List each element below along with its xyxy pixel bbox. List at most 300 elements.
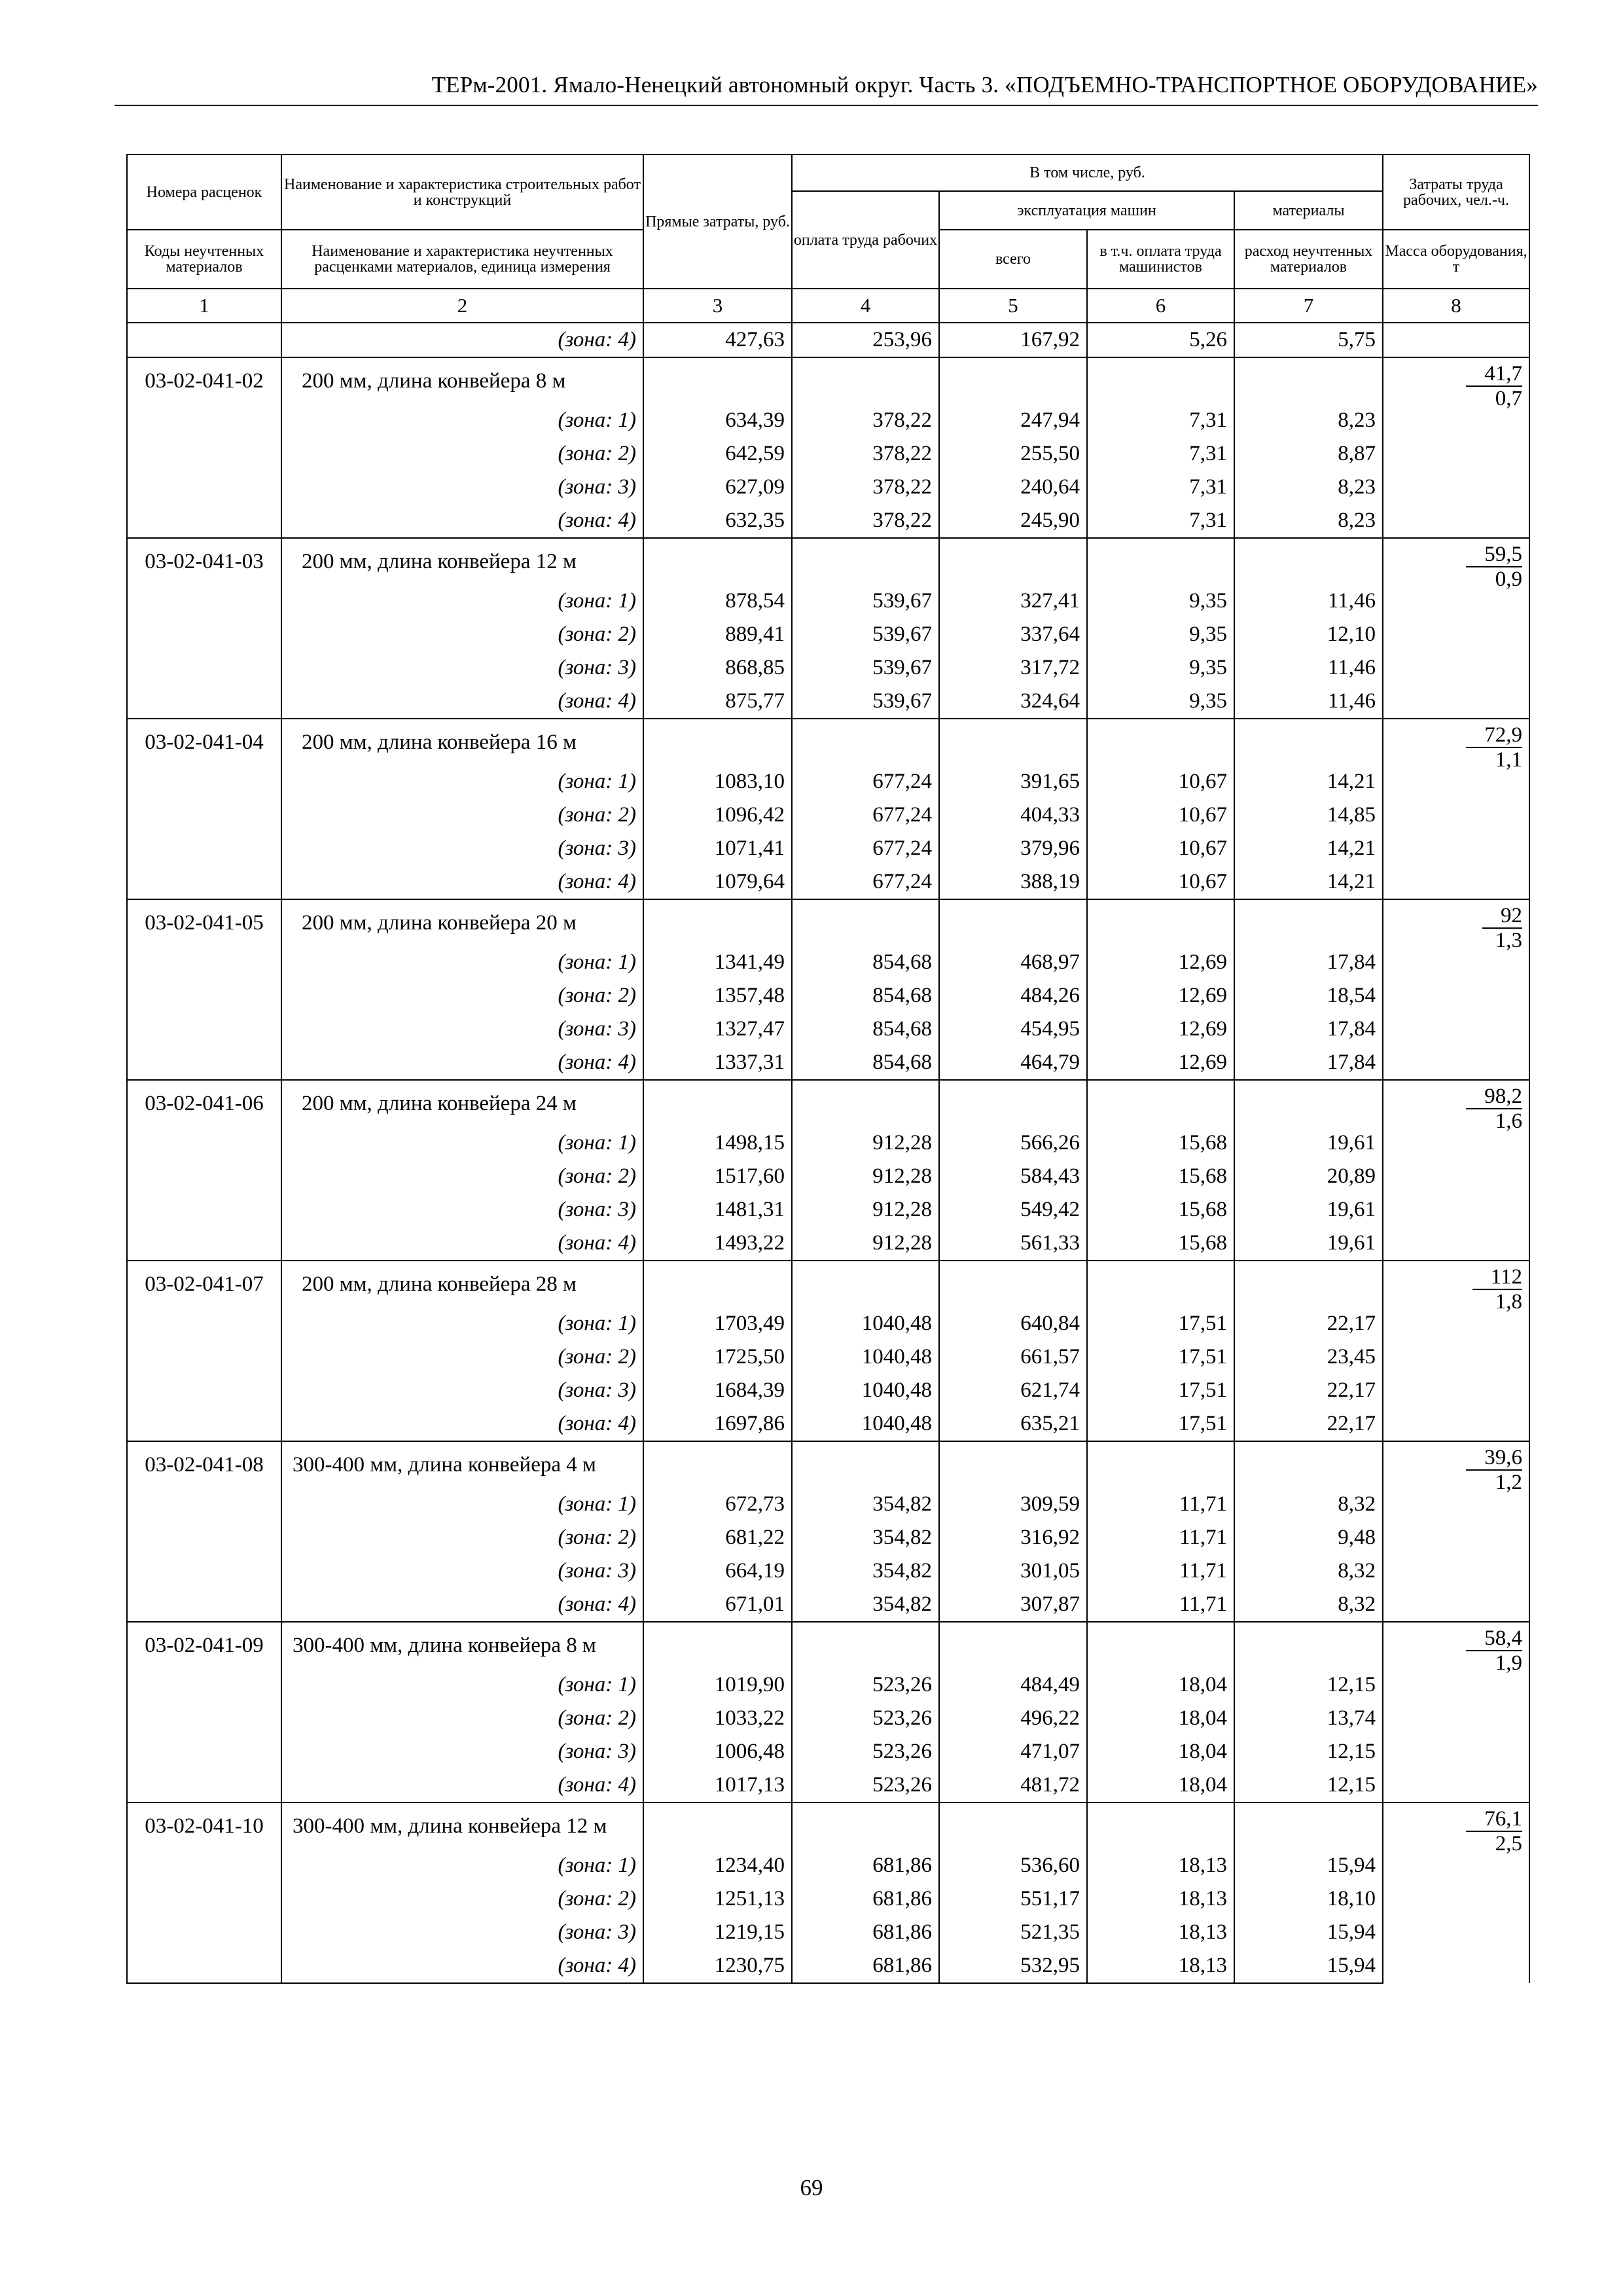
empty-cell — [127, 765, 281, 798]
labor-mass-cell — [1383, 719, 1529, 899]
work-description: 300-400 мм, длина конвейера 4 м — [281, 1441, 643, 1488]
equipment-mass-value: 1,6 — [1495, 1109, 1522, 1133]
materials-value: 5,75 — [1234, 323, 1383, 357]
materials-value: 8,87 — [1234, 437, 1383, 471]
equipment-mass-value: 0,9 — [1495, 567, 1522, 591]
zone-row — [127, 1374, 1529, 1407]
column-number: 5 — [939, 289, 1087, 323]
direct-costs-value: 632,35 — [643, 504, 792, 538]
empty-cell — [792, 1622, 939, 1668]
materials-value: 14,21 — [1234, 765, 1383, 798]
rate-code: 03-02-041-06 — [127, 1080, 281, 1126]
labor-mass-fraction — [1466, 723, 1522, 772]
labor-pay-value: 681,86 — [792, 1882, 939, 1916]
zone-label: (зона: 4) — [281, 685, 643, 719]
labor-pay-value: 1040,48 — [792, 1374, 939, 1407]
zone-row — [127, 1193, 1529, 1227]
empty-cell — [127, 1046, 281, 1080]
equipment-mass-value: 1,2 — [1495, 1471, 1522, 1494]
machines-total-value: 549,42 — [939, 1193, 1087, 1227]
zone-row — [127, 504, 1529, 538]
zone-label: (зона: 2) — [281, 437, 643, 471]
empty-cell — [127, 832, 281, 865]
empty-cell — [643, 1803, 792, 1849]
empty-cell — [939, 719, 1087, 765]
work-description: 200 мм, длина конвейера 28 м — [281, 1261, 643, 1307]
empty-cell — [127, 323, 281, 357]
zone-row — [127, 584, 1529, 618]
labor-pay-value: 1040,48 — [792, 1407, 939, 1441]
materials-value: 15,94 — [1234, 1916, 1383, 1949]
zone-label: (зона: 1) — [281, 765, 643, 798]
empty-cell — [127, 1949, 281, 1983]
empty-cell — [127, 1702, 281, 1735]
labor-hours-value: 76,1 — [1466, 1807, 1522, 1832]
header-machinists-pay: в т.ч. оплата труда машинистов — [1087, 230, 1234, 289]
materials-value: 19,61 — [1234, 1227, 1383, 1261]
machines-total-value: 635,21 — [939, 1407, 1087, 1441]
labor-mass-fraction — [1466, 543, 1522, 591]
labor-pay-value: 539,67 — [792, 685, 939, 719]
zone-label: (зона: 4) — [281, 323, 643, 357]
labor-pay-value: 854,68 — [792, 1013, 939, 1046]
materials-value: 15,94 — [1234, 1849, 1383, 1882]
labor-hours-value: 59,5 — [1466, 543, 1522, 567]
zone-row — [127, 1046, 1529, 1080]
materials-value: 8,23 — [1234, 504, 1383, 538]
zone-row — [127, 1488, 1529, 1521]
empty-cell — [939, 1622, 1087, 1668]
empty-cell — [643, 1441, 792, 1488]
labor-mass-cell — [1383, 1622, 1529, 1803]
empty-cell — [127, 1521, 281, 1554]
machines-total-value: 532,95 — [939, 1949, 1087, 1983]
machines-total-value: 481,72 — [939, 1768, 1087, 1803]
machinists-pay-value: 12,69 — [1087, 1013, 1234, 1046]
direct-costs-value: 1337,31 — [643, 1046, 792, 1080]
machinists-pay-value: 9,35 — [1087, 618, 1234, 651]
empty-cell — [939, 899, 1087, 946]
empty-cell — [127, 1882, 281, 1916]
machinists-pay-value: 18,13 — [1087, 1882, 1234, 1916]
empty-cell — [1087, 538, 1234, 584]
rate-group-row — [127, 538, 1529, 584]
rate-group-row — [127, 1441, 1529, 1488]
empty-cell — [127, 1374, 281, 1407]
direct-costs-value: 1033,22 — [643, 1702, 792, 1735]
labor-pay-value: 539,67 — [792, 651, 939, 685]
empty-cell — [1234, 1261, 1383, 1307]
machines-total-value: 566,26 — [939, 1126, 1087, 1160]
zone-label: (зона: 3) — [281, 1554, 643, 1588]
labor-pay-value: 539,67 — [792, 584, 939, 618]
machinists-pay-value: 7,31 — [1087, 504, 1234, 538]
materials-value: 14,85 — [1234, 798, 1383, 832]
direct-costs-value: 1697,86 — [643, 1407, 792, 1441]
machines-total-value: 551,17 — [939, 1882, 1087, 1916]
direct-costs-value: 1019,90 — [643, 1668, 792, 1702]
machines-total-value: 521,35 — [939, 1916, 1087, 1949]
machines-total-value: 484,49 — [939, 1668, 1087, 1702]
column-number: 4 — [792, 289, 939, 323]
zone-row — [127, 1668, 1529, 1702]
materials-value: 18,10 — [1234, 1882, 1383, 1916]
empty-cell — [1087, 899, 1234, 946]
empty-cell — [643, 1622, 792, 1668]
header-rule — [115, 105, 1538, 106]
direct-costs-value: 1481,31 — [643, 1193, 792, 1227]
materials-value: 13,74 — [1234, 1702, 1383, 1735]
labor-pay-value: 1040,48 — [792, 1307, 939, 1340]
work-description: 200 мм, длина конвейера 24 м — [281, 1080, 643, 1126]
empty-cell — [127, 651, 281, 685]
materials-value: 9,48 — [1234, 1521, 1383, 1554]
labor-pay-value: 677,24 — [792, 865, 939, 899]
materials-value: 8,32 — [1234, 1588, 1383, 1622]
machinists-pay-value: 9,35 — [1087, 685, 1234, 719]
labor-pay-value: 854,68 — [792, 979, 939, 1013]
zone-row — [127, 685, 1529, 719]
empty-cell — [127, 1193, 281, 1227]
empty-cell — [792, 1441, 939, 1488]
direct-costs-value: 1357,48 — [643, 979, 792, 1013]
carry-over-row — [127, 323, 1529, 357]
machinists-pay-value: 9,35 — [1087, 584, 1234, 618]
equipment-mass-value: 2,5 — [1495, 1832, 1522, 1856]
machines-total-value: 337,64 — [939, 618, 1087, 651]
rate-code: 03-02-041-04 — [127, 719, 281, 765]
empty-cell — [1234, 719, 1383, 765]
labor-pay-value: 354,82 — [792, 1488, 939, 1521]
machines-total-value: 471,07 — [939, 1735, 1087, 1768]
zone-row — [127, 1307, 1529, 1340]
machines-total-value: 640,84 — [939, 1307, 1087, 1340]
column-number: 1 — [127, 289, 281, 323]
machines-total-value: 468,97 — [939, 946, 1087, 979]
work-description: 300-400 мм, длина конвейера 8 м — [281, 1622, 643, 1668]
rate-group-row — [127, 1080, 1529, 1126]
empty-cell — [939, 1803, 1087, 1849]
machines-total-value: 327,41 — [939, 584, 1087, 618]
empty-cell — [127, 1668, 281, 1702]
zone-label: (зона: 4) — [281, 1768, 643, 1803]
labor-pay-value: 677,24 — [792, 832, 939, 865]
empty-cell — [127, 618, 281, 651]
zone-label: (зона: 1) — [281, 1849, 643, 1882]
work-description: 200 мм, длина конвейера 8 м — [281, 357, 643, 404]
zone-label: (зона: 1) — [281, 946, 643, 979]
materials-value: 19,61 — [1234, 1193, 1383, 1227]
running-header: ТЕРм-2001. Ямало-Ненецкий автономный округ. Часть 3. «ПОДЪЕМНО-ТРАНСПОРТНОЕ ОБОРУДОВАНИЕ» — [431, 72, 1538, 98]
header-labor-hours: Затраты труда рабочих, чел.-ч. — [1383, 154, 1529, 230]
empty-cell — [127, 504, 281, 538]
column-number: 3 — [643, 289, 792, 323]
machines-total-value: 316,92 — [939, 1521, 1087, 1554]
machinists-pay-value: 18,04 — [1087, 1668, 1234, 1702]
machines-total-value: 454,95 — [939, 1013, 1087, 1046]
labor-pay-value: 854,68 — [792, 946, 939, 979]
empty-cell — [127, 1554, 281, 1588]
materials-value: 11,46 — [1234, 651, 1383, 685]
equipment-mass-value: 0,7 — [1495, 387, 1522, 410]
zone-label: (зона: 3) — [281, 1193, 643, 1227]
empty-cell — [1234, 538, 1383, 584]
equipment-mass-value: 1,8 — [1495, 1290, 1522, 1314]
empty-cell — [127, 1735, 281, 1768]
labor-mass-cell — [1383, 1080, 1529, 1261]
rate-code: 03-02-041-10 — [127, 1803, 281, 1849]
machines-total-value: 245,90 — [939, 504, 1087, 538]
zone-row — [127, 1735, 1529, 1768]
direct-costs-value: 672,73 — [643, 1488, 792, 1521]
zone-label: (зона: 4) — [281, 865, 643, 899]
labor-hours-value: 41,7 — [1466, 362, 1522, 387]
direct-costs-value: 664,19 — [643, 1554, 792, 1588]
zone-row — [127, 1949, 1529, 1983]
direct-costs-value: 1071,41 — [643, 832, 792, 865]
column-number: 7 — [1234, 289, 1383, 323]
labor-mass-fraction — [1466, 1085, 1522, 1133]
empty-cell — [127, 946, 281, 979]
labor-mass-cell — [1383, 1441, 1529, 1622]
empty-cell — [792, 1261, 939, 1307]
direct-costs-value: 1230,75 — [643, 1949, 792, 1983]
rate-code: 03-02-041-05 — [127, 899, 281, 946]
equipment-mass-value: 1,3 — [1495, 929, 1522, 952]
empty-cell — [127, 1013, 281, 1046]
zone-row — [127, 1227, 1529, 1261]
empty-cell — [643, 1080, 792, 1126]
direct-costs-value: 1498,15 — [643, 1126, 792, 1160]
zone-label: (зона: 3) — [281, 1916, 643, 1949]
materials-value: 8,23 — [1234, 471, 1383, 504]
direct-costs-value: 1079,64 — [643, 865, 792, 899]
labor-pay-value: 539,67 — [792, 618, 939, 651]
machinists-pay-value: 9,35 — [1087, 651, 1234, 685]
zone-row — [127, 1916, 1529, 1949]
empty-cell — [643, 899, 792, 946]
machinists-pay-value: 18,13 — [1087, 1916, 1234, 1949]
empty-cell — [792, 899, 939, 946]
empty-cell — [1234, 1803, 1383, 1849]
machines-total-value: 496,22 — [939, 1702, 1087, 1735]
materials-value: 12,15 — [1234, 1768, 1383, 1803]
rate-group-row — [127, 899, 1529, 946]
zone-label: (зона: 1) — [281, 1307, 643, 1340]
page-number: 69 — [800, 2175, 823, 2200]
empty-cell — [127, 1588, 281, 1622]
empty-cell — [939, 538, 1087, 584]
zone-label: (зона: 2) — [281, 1702, 643, 1735]
empty-cell — [1234, 1080, 1383, 1126]
equipment-mass-value: 1,1 — [1495, 748, 1522, 772]
labor-pay-value: 378,22 — [792, 504, 939, 538]
empty-cell — [127, 584, 281, 618]
rate-code: 03-02-041-02 — [127, 357, 281, 404]
empty-cell — [127, 1126, 281, 1160]
zone-label: (зона: 4) — [281, 1949, 643, 1983]
labor-pay-value: 681,86 — [792, 1849, 939, 1882]
labor-mass-cell — [1383, 1261, 1529, 1441]
direct-costs-value: 875,77 — [643, 685, 792, 719]
direct-costs-value: 1725,50 — [643, 1340, 792, 1374]
zone-row — [127, 832, 1529, 865]
machines-total-value: 324,64 — [939, 685, 1087, 719]
direct-costs-value: 1684,39 — [643, 1374, 792, 1407]
zone-label: (зона: 1) — [281, 1668, 643, 1702]
zone-label: (зона: 2) — [281, 979, 643, 1013]
direct-costs-value: 627,09 — [643, 471, 792, 504]
labor-hours-value: 98,2 — [1466, 1085, 1522, 1109]
direct-costs-value: 1017,13 — [643, 1768, 792, 1803]
zone-label: (зона: 2) — [281, 1340, 643, 1374]
empty-cell — [1087, 1080, 1234, 1126]
empty-cell — [127, 685, 281, 719]
empty-cell — [643, 1261, 792, 1307]
labor-hours-value: 39,6 — [1466, 1446, 1522, 1471]
header-equipment-mass: Масса оборудования, т — [1383, 230, 1529, 289]
materials-value: 23,45 — [1234, 1340, 1383, 1374]
machines-total-value: 621,74 — [939, 1374, 1087, 1407]
machines-total-value: 309,59 — [939, 1488, 1087, 1521]
zone-label: (зона: 4) — [281, 1588, 643, 1622]
empty-cell — [127, 798, 281, 832]
zone-row — [127, 1849, 1529, 1882]
rate-code: 03-02-041-08 — [127, 1441, 281, 1488]
zone-row — [127, 1340, 1529, 1374]
zone-row — [127, 1554, 1529, 1588]
machinists-pay-value: 17,51 — [1087, 1340, 1234, 1374]
empty-cell — [1087, 1622, 1234, 1668]
header-material-names: Наименование и характеристика неучтенных расценками материалов, единица измерения — [281, 230, 643, 289]
labor-pay-value: 912,28 — [792, 1227, 939, 1261]
empty-cell — [127, 979, 281, 1013]
empty-cell — [1234, 1622, 1383, 1668]
zone-row — [127, 1013, 1529, 1046]
column-number: 6 — [1087, 289, 1234, 323]
materials-value: 14,21 — [1234, 832, 1383, 865]
labor-pay-value: 378,22 — [792, 404, 939, 437]
machinists-pay-value: 5,26 — [1087, 323, 1234, 357]
header-work-name: Наименование и характеристика строительных работ и конструкций — [281, 154, 643, 230]
machines-total-value: 391,65 — [939, 765, 1087, 798]
machines-total-value: 536,60 — [939, 1849, 1087, 1882]
zone-row — [127, 471, 1529, 504]
header-materials: материалы — [1234, 191, 1383, 230]
zone-row — [127, 651, 1529, 685]
machinists-pay-value: 10,67 — [1087, 798, 1234, 832]
labor-mass-fraction — [1466, 362, 1522, 410]
machinists-pay-value: 18,04 — [1087, 1702, 1234, 1735]
machinists-pay-value: 12,69 — [1087, 979, 1234, 1013]
machines-total-value: 561,33 — [939, 1227, 1087, 1261]
labor-mass-cell — [1383, 1803, 1529, 1983]
direct-costs-value: 1493,22 — [643, 1227, 792, 1261]
materials-value: 12,10 — [1234, 618, 1383, 651]
empty-cell — [792, 1080, 939, 1126]
empty-cell — [1087, 1261, 1234, 1307]
header-including: В том числе, руб. — [792, 154, 1383, 191]
machines-total-value: 247,94 — [939, 404, 1087, 437]
machinists-pay-value: 11,71 — [1087, 1588, 1234, 1622]
materials-value: 14,21 — [1234, 865, 1383, 899]
rate-code: 03-02-041-09 — [127, 1622, 281, 1668]
empty-cell — [939, 357, 1087, 404]
machinists-pay-value: 11,71 — [1087, 1554, 1234, 1588]
empty-cell — [127, 1849, 281, 1882]
materials-value: 19,61 — [1234, 1126, 1383, 1160]
materials-value: 15,94 — [1234, 1949, 1383, 1983]
zone-label: (зона: 2) — [281, 1521, 643, 1554]
machines-total-value: 388,19 — [939, 865, 1087, 899]
machinists-pay-value: 15,68 — [1087, 1193, 1234, 1227]
machines-total-value: 484,26 — [939, 979, 1087, 1013]
labor-pay-value: 523,26 — [792, 1735, 939, 1768]
zone-row — [127, 1407, 1529, 1441]
machinists-pay-value: 10,67 — [1087, 765, 1234, 798]
column-number-row — [127, 289, 1529, 323]
machinists-pay-value: 7,31 — [1087, 404, 1234, 437]
materials-value: 18,54 — [1234, 979, 1383, 1013]
materials-value: 17,84 — [1234, 1046, 1383, 1080]
labor-mass-cell — [1383, 538, 1529, 719]
zone-label: (зона: 3) — [281, 651, 643, 685]
header-machines-total: всего — [939, 230, 1087, 289]
zone-row — [127, 979, 1529, 1013]
machines-total-value: 584,43 — [939, 1160, 1087, 1193]
zone-row — [127, 946, 1529, 979]
direct-costs-value: 427,63 — [643, 323, 792, 357]
labor-mass-cell — [1383, 357, 1529, 538]
work-description: 200 мм, длина конвейера 20 м — [281, 899, 643, 946]
labor-hours-value: 112 — [1472, 1265, 1522, 1290]
materials-value: 20,89 — [1234, 1160, 1383, 1193]
empty-cell — [127, 1916, 281, 1949]
labor-pay-value: 523,26 — [792, 1668, 939, 1702]
machinists-pay-value: 15,68 — [1087, 1227, 1234, 1261]
machines-total-value: 317,72 — [939, 651, 1087, 685]
machines-total-value: 301,05 — [939, 1554, 1087, 1588]
materials-value: 17,84 — [1234, 1013, 1383, 1046]
machinists-pay-value: 17,51 — [1087, 1307, 1234, 1340]
labor-pay-value: 354,82 — [792, 1588, 939, 1622]
machinists-pay-value: 15,68 — [1087, 1160, 1234, 1193]
labor-pay-value: 378,22 — [792, 471, 939, 504]
zone-label: (зона: 4) — [281, 504, 643, 538]
direct-costs-value: 868,85 — [643, 651, 792, 685]
zone-row — [127, 1160, 1529, 1193]
header-material-consumption: расход неучтенных материалов — [1234, 230, 1383, 289]
direct-costs-value: 671,01 — [643, 1588, 792, 1622]
direct-costs-value: 1251,13 — [643, 1882, 792, 1916]
direct-costs-value: 878,54 — [643, 584, 792, 618]
machines-total-value: 379,96 — [939, 832, 1087, 865]
labor-mass-fraction — [1466, 1446, 1522, 1494]
empty-cell — [127, 1227, 281, 1261]
rate-code: 03-02-041-03 — [127, 538, 281, 584]
rate-group-row — [127, 719, 1529, 765]
materials-value: 12,15 — [1234, 1735, 1383, 1768]
zone-row — [127, 865, 1529, 899]
labor-pay-value: 912,28 — [792, 1193, 939, 1227]
labor-mass-fraction — [1472, 1265, 1522, 1314]
empty-cell — [643, 538, 792, 584]
header-rate-numbers: Номера расценок — [127, 154, 281, 230]
machinists-pay-value: 15,68 — [1087, 1126, 1234, 1160]
machines-total-value: 167,92 — [939, 323, 1087, 357]
direct-costs-value: 1703,49 — [643, 1307, 792, 1340]
machinists-pay-value: 18,04 — [1087, 1735, 1234, 1768]
